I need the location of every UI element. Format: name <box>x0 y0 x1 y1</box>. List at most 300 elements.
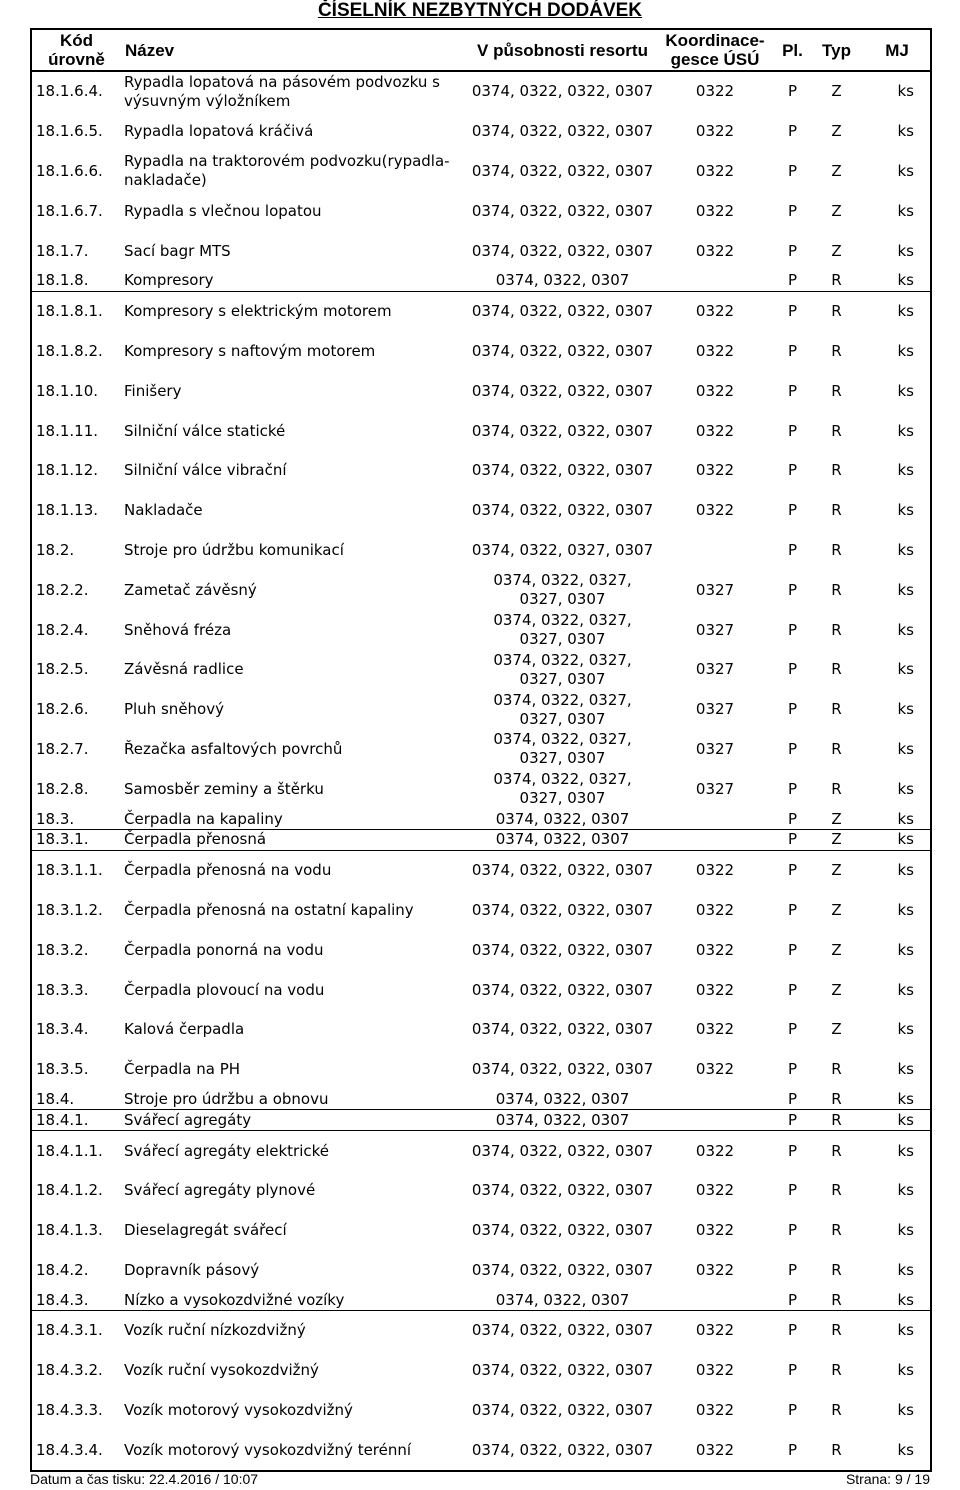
row-koordinace: 0322 <box>695 861 735 880</box>
row-koordinace: 0327 <box>695 580 735 599</box>
row-pl: P <box>787 580 798 599</box>
row-typ: R <box>809 1090 864 1110</box>
table-row <box>31 850 931 890</box>
row-kod: 18.1.7. <box>36 241 89 260</box>
row-pusobnost: 0374, 0322, 0322, 0307 <box>471 1440 654 1459</box>
row-koordinace: 0322 <box>695 341 735 360</box>
row-kod: 18.4.1. <box>31 1110 121 1131</box>
row-typ: R <box>831 1361 842 1380</box>
row-typ: Z <box>831 980 842 999</box>
row-mj: ks <box>897 540 914 559</box>
row-pusobnost: 0374, 0322, 0327, 0327, 0307 <box>493 770 632 808</box>
row-kod: 18.4.3. <box>31 1290 121 1310</box>
row-pl: P <box>787 1020 798 1039</box>
row-nazev: Stroje pro údržbu komunikací <box>124 540 344 559</box>
row-koordinace: 0327 <box>695 739 735 758</box>
table-row <box>31 1050 931 1090</box>
row-mj: ks <box>897 82 914 101</box>
row-nazev: Kalová čerpadla <box>124 1020 245 1039</box>
table-header-row <box>31 29 931 71</box>
row-typ: R <box>831 302 842 321</box>
row-kod: 18.3.1.1. <box>36 861 103 880</box>
header-nazev: Název <box>121 29 471 71</box>
row-mj: ks <box>897 1321 914 1340</box>
row-pl: P <box>787 1361 798 1380</box>
row-koordinace: 0322 <box>695 501 735 520</box>
row-mj: ks <box>864 829 931 850</box>
row-pl: P <box>787 700 798 719</box>
row-typ: R <box>831 779 842 798</box>
row-koordinace <box>654 531 776 571</box>
row-kod: 18.1.6.4. <box>36 82 103 101</box>
row-pusobnost: 0374, 0322, 0322, 0307 <box>471 341 654 360</box>
row-kod: 18.2.4. <box>36 620 89 639</box>
row-kod: 18.4.1.3. <box>36 1221 103 1240</box>
row-kod: 18.2. <box>36 540 75 559</box>
row-typ: R <box>831 341 842 360</box>
table-row <box>31 1131 931 1171</box>
table-row <box>31 610 931 650</box>
row-nazev: Silniční válce statické <box>124 421 286 440</box>
row-pusobnost: 0374, 0322, 0327, 0327, 0307 <box>493 730 632 768</box>
table-row <box>31 650 931 690</box>
row-pusobnost: 0374, 0322, 0307 <box>471 1090 654 1110</box>
row-typ: R <box>831 1260 842 1279</box>
row-mj: ks <box>897 201 914 220</box>
row-mj: ks <box>897 421 914 440</box>
table-row <box>31 1251 931 1291</box>
row-mj: ks <box>897 940 914 959</box>
row-mj: ks <box>897 779 914 798</box>
row-mj: ks <box>897 161 914 180</box>
row-pusobnost: 0374, 0322, 0307 <box>471 809 654 829</box>
row-pusobnost: 0374, 0322, 0322, 0307 <box>471 940 654 959</box>
row-pl: P <box>787 1221 798 1240</box>
row-kod: 18.1.10. <box>36 381 99 400</box>
row-nazev: Sněhová fréza <box>124 620 232 639</box>
row-pl: P <box>787 1260 798 1279</box>
row-koordinace: 0322 <box>695 241 735 260</box>
row-pl: P <box>787 1141 798 1160</box>
row-typ: Z <box>809 829 864 850</box>
row-pl: P <box>787 241 798 260</box>
row-nazev: Kompresory <box>121 271 471 291</box>
row-pl: P <box>776 271 809 291</box>
row-pl: P <box>787 620 798 639</box>
row-pusobnost: 0374, 0322, 0327, 0327, 0307 <box>493 690 632 728</box>
row-typ: R <box>831 1060 842 1079</box>
table-row <box>31 112 931 152</box>
row-mj: ks <box>897 1401 914 1420</box>
row-nazev: Rypadla na traktorovém podvozku(rypadla-nakladače) <box>124 152 450 190</box>
table-row <box>31 570 931 610</box>
table-row <box>31 1351 931 1391</box>
table-row <box>31 1391 931 1431</box>
row-nazev: Silniční válce vibrační <box>124 461 287 480</box>
row-nazev: Vozík motorový vysokozdvižný terénní <box>124 1440 412 1459</box>
row-typ: R <box>831 660 842 679</box>
row-koordinace: 0327 <box>695 660 735 679</box>
row-koordinace: 0322 <box>695 122 735 141</box>
row-pl: P <box>787 421 798 440</box>
row-nazev: Vozík ruční nízkozdvižný <box>124 1321 306 1340</box>
row-typ: R <box>831 421 842 440</box>
row-pusobnost: 0374, 0322, 0322, 0307 <box>471 461 654 480</box>
row-koordinace: 0327 <box>695 700 735 719</box>
row-koordinace: 0322 <box>695 302 735 321</box>
row-pusobnost: 0374, 0322, 0322, 0307 <box>471 201 654 220</box>
row-typ: Z <box>831 201 842 220</box>
row-typ: R <box>831 1181 842 1200</box>
row-kod: 18.1.8.2. <box>36 341 103 360</box>
row-mj: ks <box>897 501 914 520</box>
row-pl: P <box>776 1090 809 1110</box>
table-row <box>31 970 931 1010</box>
row-pl: P <box>787 201 798 220</box>
row-nazev: Čerpadla přenosná na vodu <box>124 861 332 880</box>
row-nazev: Svářecí agregáty plynové <box>124 1181 316 1200</box>
row-nazev: Rypadla s vlečnou lopatou <box>124 201 322 220</box>
row-koordinace: 0322 <box>695 381 735 400</box>
row-pusobnost: 0374, 0322, 0322, 0307 <box>471 1060 654 1079</box>
row-koordinace: 0322 <box>695 1260 735 1279</box>
row-pusobnost: 0374, 0322, 0322, 0307 <box>471 501 654 520</box>
row-pl: P <box>787 1401 798 1420</box>
row-mj: ks <box>897 580 914 599</box>
row-kod: 18.2.8. <box>36 779 89 798</box>
row-pusobnost: 0374, 0322, 0322, 0307 <box>471 1260 654 1279</box>
row-kod: 18.1.8.1. <box>36 302 103 321</box>
row-pl: P <box>787 940 798 959</box>
row-pl: P <box>787 1181 798 1200</box>
row-kod: 18.2.7. <box>36 739 89 758</box>
row-koordinace: 0327 <box>695 779 735 798</box>
row-mj: ks <box>897 1181 914 1200</box>
row-nazev: Čerpadla na PH <box>124 1060 241 1079</box>
row-koordinace: 0322 <box>695 1181 735 1200</box>
row-mj: ks <box>897 1060 914 1079</box>
row-pl: P <box>787 302 798 321</box>
row-pl: P <box>776 1110 809 1131</box>
row-pl: P <box>787 461 798 480</box>
row-typ: R <box>809 271 864 291</box>
table-row <box>31 271 931 291</box>
row-kod: 18.4.3.4. <box>36 1440 103 1459</box>
row-koordinace: 0322 <box>695 421 735 440</box>
row-pusobnost: 0374, 0322, 0322, 0307 <box>471 900 654 919</box>
page-number: Strana: 9 / 19 <box>845 1471 930 1487</box>
row-typ: R <box>831 1401 842 1420</box>
row-koordinace: 0322 <box>695 980 735 999</box>
row-pusobnost: 0374, 0322, 0322, 0307 <box>471 1361 654 1380</box>
row-koordinace <box>654 1090 776 1110</box>
table-row <box>31 1290 931 1310</box>
row-typ: R <box>831 540 842 559</box>
row-pusobnost: 0374, 0322, 0322, 0307 <box>471 1020 654 1039</box>
row-kod: 18.3.5. <box>36 1060 89 1079</box>
row-mj: ks <box>897 122 914 141</box>
row-mj: ks <box>897 302 914 321</box>
row-mj: ks <box>897 660 914 679</box>
row-mj: ks <box>897 739 914 758</box>
row-typ: R <box>831 739 842 758</box>
row-koordinace: 0322 <box>695 201 735 220</box>
row-pusobnost: 0374, 0322, 0322, 0307 <box>471 1141 654 1160</box>
table-row <box>31 891 931 931</box>
row-nazev: Čerpadla plovoucí na vodu <box>124 980 325 999</box>
row-nazev: Řezačka asfaltových povrchů <box>124 739 343 758</box>
row-pusobnost: 0374, 0322, 0322, 0307 <box>471 161 654 180</box>
header-mj: MJ <box>864 29 931 71</box>
row-kod: 18.3.2. <box>36 940 89 959</box>
row-kod: 18.3. <box>31 809 121 829</box>
row-mj: ks <box>864 1090 931 1110</box>
row-nazev: Vozík ruční vysokozdvižný <box>124 1361 319 1380</box>
row-typ: R <box>831 461 842 480</box>
row-nazev: Kompresory s elektrickým motorem <box>124 302 392 321</box>
row-typ: R <box>831 1141 842 1160</box>
row-mj: ks <box>864 809 931 829</box>
row-koordinace: 0322 <box>695 1221 735 1240</box>
table-row <box>31 291 931 331</box>
row-pusobnost: 0374, 0322, 0322, 0307 <box>471 421 654 440</box>
row-kod: 18.2.5. <box>36 660 89 679</box>
row-kod: 18.3.1. <box>31 829 121 850</box>
table-row <box>31 531 931 571</box>
row-koordinace: 0322 <box>695 1020 735 1039</box>
row-koordinace: 0322 <box>695 1141 735 1160</box>
row-mj: ks <box>897 980 914 999</box>
row-kod: 18.4. <box>31 1090 121 1110</box>
header-pusobnost: V působnosti resortu <box>471 29 654 71</box>
row-pl: P <box>787 861 798 880</box>
header-typ: Typ <box>809 29 864 71</box>
row-typ: Z <box>831 241 842 260</box>
table-row <box>31 1211 931 1251</box>
table-row <box>31 1171 931 1211</box>
page-title: ČÍSELNÍK NEZBYTNÝCH DODÁVEK <box>317 0 643 21</box>
row-pusobnost: 0374, 0322, 0322, 0307 <box>471 122 654 141</box>
row-mj: ks <box>897 700 914 719</box>
table-row <box>31 1311 931 1351</box>
row-mj: ks <box>897 620 914 639</box>
row-pusobnost: 0374, 0322, 0322, 0307 <box>471 1321 654 1340</box>
row-typ: Z <box>831 861 842 880</box>
row-pusobnost: 0374, 0322, 0307 <box>471 1110 654 1131</box>
row-nazev: Samosběr zeminy a štěrku <box>124 779 324 798</box>
header-pl: Pl. <box>776 29 809 71</box>
row-pusobnost: 0374, 0322, 0322, 0307 <box>471 381 654 400</box>
row-nazev: Čerpadla přenosná na ostatní kapaliny <box>124 900 414 919</box>
row-koordinace: 0322 <box>695 461 735 480</box>
row-kod: 18.4.1.2. <box>36 1181 103 1200</box>
row-mj: ks <box>897 861 914 880</box>
row-nazev: Svářecí agregáty elektrické <box>124 1141 330 1160</box>
row-mj: ks <box>897 900 914 919</box>
row-kod: 18.3.3. <box>36 980 89 999</box>
row-koordinace <box>654 1110 776 1131</box>
table-body <box>31 71 931 1471</box>
row-typ: Z <box>809 809 864 829</box>
row-koordinace <box>654 809 776 829</box>
row-pl: P <box>787 1321 798 1340</box>
row-mj: ks <box>897 461 914 480</box>
row-nazev: Vozík motorový vysokozdvižný <box>124 1401 353 1420</box>
row-kod: 18.1.12. <box>36 461 99 480</box>
header-kod: Kód úrovně <box>31 29 121 71</box>
table-row <box>31 371 931 411</box>
row-pl: P <box>787 381 798 400</box>
row-pl: P <box>787 1440 798 1459</box>
row-mj: ks <box>864 271 931 291</box>
row-kod: 18.4.3.3. <box>36 1401 103 1420</box>
row-mj: ks <box>864 1290 931 1310</box>
table-row <box>31 809 931 829</box>
row-pl: P <box>787 980 798 999</box>
row-pusobnost: 0374, 0322, 0322, 0307 <box>471 1221 654 1240</box>
row-pusobnost: 0374, 0322, 0322, 0307 <box>471 82 654 101</box>
row-mj: ks <box>897 1020 914 1039</box>
row-pusobnost: 0374, 0322, 0307 <box>471 1290 654 1310</box>
row-typ: Z <box>831 940 842 959</box>
table-row <box>31 690 931 730</box>
row-typ: Z <box>831 122 842 141</box>
row-nazev: Svářecí agregáty <box>121 1110 471 1131</box>
row-kod: 18.4.3.2. <box>36 1361 103 1380</box>
row-pl: P <box>776 1290 809 1310</box>
row-mj: ks <box>864 1110 931 1131</box>
row-mj: ks <box>897 1361 914 1380</box>
row-kod: 18.4.3.1. <box>36 1321 103 1340</box>
row-typ: Z <box>831 1020 842 1039</box>
row-kod: 18.1.11. <box>36 421 99 440</box>
table-row <box>31 730 931 770</box>
row-pusobnost: 0374, 0322, 0322, 0307 <box>471 1401 654 1420</box>
table-row <box>31 231 931 271</box>
table-row <box>31 411 931 451</box>
row-mj: ks <box>897 1141 914 1160</box>
row-pusobnost: 0374, 0322, 0327, 0327, 0307 <box>493 650 632 688</box>
row-nazev: Rypadla lopatová na pásovém podvozku s výsuvným výložníkem <box>124 72 440 110</box>
table-row <box>31 769 931 809</box>
row-nazev: Čerpadla přenosná <box>121 829 471 850</box>
row-nazev: Nízko a vysokozdvižné vozíky <box>121 1290 471 1310</box>
row-typ: R <box>831 1321 842 1340</box>
row-pl: P <box>787 739 798 758</box>
table-row <box>31 71 931 112</box>
row-koordinace: 0322 <box>695 1361 735 1380</box>
row-pusobnost: 0374, 0322, 0307 <box>471 829 654 850</box>
table-row <box>31 1110 931 1131</box>
row-koordinace: 0327 <box>695 620 735 639</box>
row-nazev: Rypadla lopatová kráčivá <box>124 122 314 141</box>
row-pusobnost: 0374, 0322, 0322, 0307 <box>471 1181 654 1200</box>
table-row <box>31 152 931 192</box>
row-mj: ks <box>897 1221 914 1240</box>
table-row <box>31 829 931 850</box>
table-row <box>31 332 931 372</box>
row-koordinace: 0322 <box>695 161 735 180</box>
row-kod: 18.2.2. <box>36 580 89 599</box>
row-nazev: Zametač závěsný <box>124 580 257 599</box>
row-koordinace <box>654 271 776 291</box>
row-nazev: Kompresory s naftovým motorem <box>124 341 376 360</box>
table-row <box>31 1090 931 1110</box>
row-koordinace: 0322 <box>695 1060 735 1079</box>
table-row <box>31 191 931 231</box>
row-pl: P <box>787 900 798 919</box>
table-row <box>31 451 931 491</box>
row-nazev: Finišery <box>124 381 182 400</box>
row-nazev: Závěsná radlice <box>124 660 244 679</box>
row-pl: P <box>787 341 798 360</box>
row-nazev: Dopravník pásový <box>124 1260 260 1279</box>
row-nazev: Čerpadla na kapaliny <box>121 809 471 829</box>
row-koordinace: 0322 <box>695 1440 735 1459</box>
row-mj: ks <box>897 241 914 260</box>
row-pl: P <box>787 161 798 180</box>
table-row <box>31 491 931 531</box>
row-typ: R <box>831 700 842 719</box>
header-koordinace: Koordinace-gesce ÚSÚ <box>654 29 776 71</box>
row-typ: R <box>831 1440 842 1459</box>
row-mj: ks <box>897 341 914 360</box>
row-pl: P <box>776 809 809 829</box>
table-row <box>31 930 931 970</box>
row-typ: R <box>831 381 842 400</box>
row-nazev: Stroje pro údržbu a obnovu <box>121 1090 471 1110</box>
row-typ: R <box>831 620 842 639</box>
row-pl: P <box>787 501 798 520</box>
row-typ: R <box>831 501 842 520</box>
row-pl: P <box>787 82 798 101</box>
row-pusobnost: 0374, 0322, 0322, 0307 <box>471 241 654 260</box>
row-typ: R <box>809 1110 864 1131</box>
row-typ: R <box>809 1290 864 1310</box>
row-koordinace <box>654 1290 776 1310</box>
row-pusobnost: 0374, 0322, 0327, 0307 <box>471 540 654 559</box>
row-nazev: Dieselagregát svářecí <box>124 1221 287 1240</box>
row-pusobnost: 0374, 0322, 0322, 0307 <box>471 861 654 880</box>
row-kod: 18.1.13. <box>36 501 99 520</box>
row-pusobnost: 0374, 0322, 0322, 0307 <box>471 302 654 321</box>
row-nazev: Sací bagr MTS <box>124 241 231 260</box>
row-koordinace: 0322 <box>695 1401 735 1420</box>
row-pusobnost: 0374, 0322, 0327, 0327, 0307 <box>493 571 632 609</box>
row-mj: ks <box>897 1260 914 1279</box>
row-koordinace: 0322 <box>695 940 735 959</box>
row-nazev: Čerpadla ponorná na vodu <box>124 940 324 959</box>
row-typ: R <box>831 1221 842 1240</box>
row-mj: ks <box>897 1440 914 1459</box>
row-kod: 18.1.6.7. <box>36 201 103 220</box>
table-row <box>31 1430 931 1471</box>
print-date: Datum a čas tisku: 22.4.2016 / 10:07 <box>30 1471 259 1487</box>
row-typ: Z <box>831 161 842 180</box>
row-koordinace: 0322 <box>695 82 735 101</box>
row-kod: 18.4.2. <box>36 1260 89 1279</box>
row-pl: P <box>787 660 798 679</box>
row-typ: Z <box>831 900 842 919</box>
supplies-table <box>30 28 932 1472</box>
row-pl: P <box>787 122 798 141</box>
row-koordinace <box>654 829 776 850</box>
row-mj: ks <box>897 381 914 400</box>
row-nazev: Pluh sněhový <box>124 700 224 719</box>
row-kod: 18.4.1.1. <box>36 1141 103 1160</box>
row-pl: P <box>787 1060 798 1079</box>
row-pl: P <box>787 540 798 559</box>
